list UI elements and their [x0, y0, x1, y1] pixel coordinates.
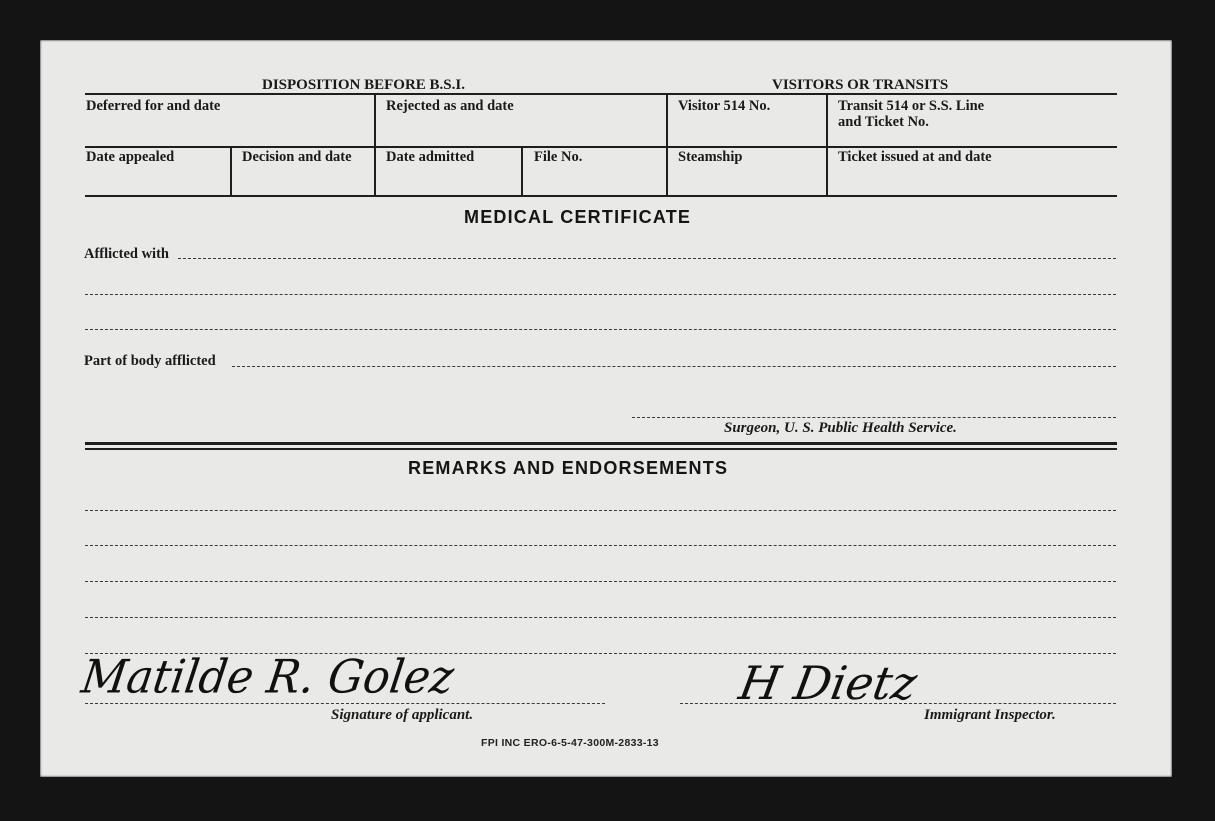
double-rule-bottom: [85, 448, 1117, 450]
date-appealed-label: Date appealed: [86, 149, 175, 165]
afflicted-line: [85, 329, 1116, 330]
surgeon-label: Surgeon, U. S. Public Health Service.: [724, 420, 957, 436]
deferred-label: Deferred for and date: [86, 98, 221, 114]
col-divider: [826, 95, 828, 195]
surgeon-signature-line: [632, 417, 1116, 418]
immigration-card: [40, 40, 1172, 777]
file-no-label: File No.: [534, 149, 583, 165]
col-divider: [521, 147, 523, 195]
table-bottom-rule: [85, 195, 1117, 197]
decision-label: Decision and date: [242, 149, 352, 165]
top-rule: [85, 93, 1117, 95]
afflicted-line: [85, 294, 1116, 295]
remarks-line: [85, 510, 1116, 511]
applicant-signature: Matilde R. Golez: [78, 650, 458, 705]
afflicted-label: Afflicted with: [84, 246, 169, 262]
part-of-body-line: [232, 366, 1116, 367]
inspector-signature: H Dietz: [735, 656, 922, 710]
visitors-title: VISITORS OR TRANSITS: [772, 77, 949, 93]
ticket-no-label: and Ticket No.: [838, 114, 929, 130]
ticket-issued-label: Ticket issued at and date: [838, 149, 992, 165]
form-code: FPI INC ERO-6-5-47-300M-2833-13: [481, 737, 659, 749]
afflicted-line: [178, 258, 1116, 259]
rejected-label: Rejected as and date: [386, 98, 514, 114]
visitor-514-label: Visitor 514 No.: [678, 98, 771, 114]
medical-title: MEDICAL CERTIFICATE: [464, 207, 692, 227]
remarks-line: [85, 617, 1116, 618]
date-admitted-label: Date admitted: [386, 149, 475, 165]
double-rule-top: [85, 442, 1117, 445]
applicant-signature-label: Signature of applicant.: [331, 707, 474, 723]
remarks-line: [85, 581, 1116, 582]
disposition-title: DISPOSITION BEFORE B.S.I.: [262, 77, 465, 93]
col-divider: [374, 95, 376, 195]
part-of-body-label: Part of body afflicted: [84, 353, 216, 369]
steamship-label: Steamship: [678, 149, 743, 165]
remarks-line: [85, 545, 1116, 546]
row-divider: [85, 146, 1117, 148]
col-divider: [230, 147, 232, 195]
transit-514-label: Transit 514 or S.S. Line: [838, 98, 985, 114]
inspector-signature-label: Immigrant Inspector.: [924, 707, 1056, 723]
remarks-title: REMARKS AND ENDORSEMENTS: [408, 458, 729, 478]
col-divider: [666, 95, 668, 195]
